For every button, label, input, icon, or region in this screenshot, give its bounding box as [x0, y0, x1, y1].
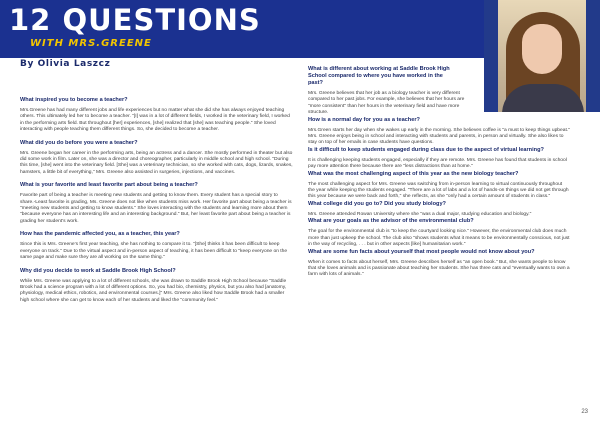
qa-item — [20, 97, 294, 134]
question: How has the pandemic affected you, as a teacher, this year? — [20, 231, 180, 238]
answer: Since this is Mrs. Greene's first year teaching, she has nothing to compare it to. "[She] thinks it has been difficult to keep everyone on track." Due to the virtual aspect and in-person aspect of teaching, it has been difficult to "keep everyone on the same page and make sure they are all working on the same thing." — [20, 242, 288, 261]
question: What inspired you to become a teacher? — [20, 97, 128, 103]
locker-shape — [586, 0, 600, 112]
answer: Mrs. Greene believes that her job as a biology teacher is very different compared to her past jobs. For example, she believes that her hours are "more consistent" than her hours in the veterinary field and have more structure. — [308, 91, 465, 116]
page-subtitle: WITH MRS.GREENE — [30, 38, 152, 49]
question: Is it difficult to keep students engaged during class due to the aspect of virtual learning? — [308, 146, 544, 153]
question: How is a normal day for you as a teacher? — [308, 116, 420, 123]
question: What are your goals as the advisor of the environmental club? — [308, 218, 474, 225]
answer: It is challenging keeping students engaged, especially if they are remote. Mrs. Greene has found that students in school pay more attention there because there are "less distractions than at home." — [308, 157, 567, 170]
qa-item — [20, 182, 294, 225]
answer: Mrs. Greene attended Rowan University where she "was a dual major, studying education and biology." — [308, 211, 532, 217]
question: What is your favorite and least favorite part about being a teacher? — [20, 182, 198, 189]
question: Why did you decide to work at Saddle Brook High School? — [20, 267, 176, 274]
question: What was the most challenging aspect of this year as the new biology teacher? — [308, 170, 519, 177]
qa-item — [308, 66, 570, 117]
answer: While Mrs. Greene was applying to a lot of different schools, she was drawn to Saddle Brook High School because "Saddle Brook had a science program with a lot of different options. So, you had bio, chemistry, physics, but you also had [anatomy, physiology, medical ethics, robotics, and environmental courses.]" Mrs. Greene also liked how Saddle Brook had a smaller high school where she can get to know each of her students and liked the "community feel." — [20, 278, 287, 303]
qa-item — [308, 249, 570, 279]
question: What did you do before you were a teacher? — [20, 139, 138, 146]
answer: Favorite part of being a teacher is meeting new students and getting to know them. Every student has a special story to share.-Least favorite is grading, Ms. Greene does not like when students miss work. Her favorite part about being a teacher is "meeting new students and getting to know students." She loves interacting with the students and learning more about them "because everyone has an interesting life and an interesting background." But, her least favorite part about being a teacher is grading her student's work. — [20, 193, 292, 224]
page-number: 23 — [581, 409, 588, 415]
left-column — [20, 91, 294, 304]
answer: Mrs.Greene has had many different jobs and life experiences but no matter what she did she has always enjoyed teaching others. This ultimately led her to become a teacher. "[I] was in a lot of different fields, I worked in the veterinary field, I worked in the performing arts field. But throughout [her] experiences, [she] realized that [she] was teaching people." She loved interacting with people teaching them different things. So, she decided to become a teacher. — [20, 108, 290, 133]
question: What college did you go to? Did you study biology? — [308, 200, 446, 207]
qa-item — [308, 201, 570, 218]
page-title: 12 QUESTIONS — [9, 3, 261, 37]
answer: When it comes to facts about herself, Mrs. Greene describes herself as "an open book." But, she wants people to know that she loves animals and is passionate about teaching her students. She has three cats and "eventually wants to own a farm with lots of animals." — [308, 259, 570, 278]
qa-item — [308, 171, 570, 201]
answer: Mrs.Green starts her day when she wakes up early in the morning. She believes coffee is "a must to keep things upbeat." Mrs. Greene enjoys being in school and interacting with students and parents, in person and virtually. She also likes to stay on top of her emails in case students have questions. — [308, 127, 570, 146]
answer: Mrs. Greene began her career in the performing arts, being an actress and a dancer. She mostly performed in theater but also did some work in film. Later on, she was a director and choreographer, particularly in middle school and high school. "During this time, [she] went into the veterinary field. [She] was a veterinary technician, so she worked with cats, dogs, lizards, snakes, hamsters, a little bit of everything," Mrs. Greene also assisted in surgeries, injections, and vaccines. — [20, 150, 293, 175]
qa-item — [20, 231, 294, 261]
answer: The goal for the environmental club is "to keep the courtyard looking nice." However, the environmental club does much more than just upkeep the school. The club also "shows students what it means to be environmentally conscious, not just in the way of recycling, . . . but in other aspects [like] humanitarian work." — [308, 229, 570, 248]
right-column — [308, 66, 570, 279]
qa-item — [20, 140, 294, 177]
question: What are some fun facts about yourself that most people would not know about you? — [308, 248, 535, 255]
qa-item — [20, 268, 294, 305]
qa-item — [308, 117, 570, 147]
qa-item — [308, 218, 570, 248]
qa-item — [308, 147, 570, 171]
answer: The most challenging aspect for Mrs. Greene was switching from in-person learning to virtual continuously throughout the year while keeping the students engaged. "There are a lot of labs and a lot of hands-on things we did not get through this year because we were back and forth," she reflects, as she "only had a certain amount of students in class." — [308, 181, 569, 200]
byline: By Olivia Laszcz — [20, 59, 111, 69]
question: What is different about working at Saddle Brook High School compared to where you have worked in the past? — [308, 66, 450, 86]
